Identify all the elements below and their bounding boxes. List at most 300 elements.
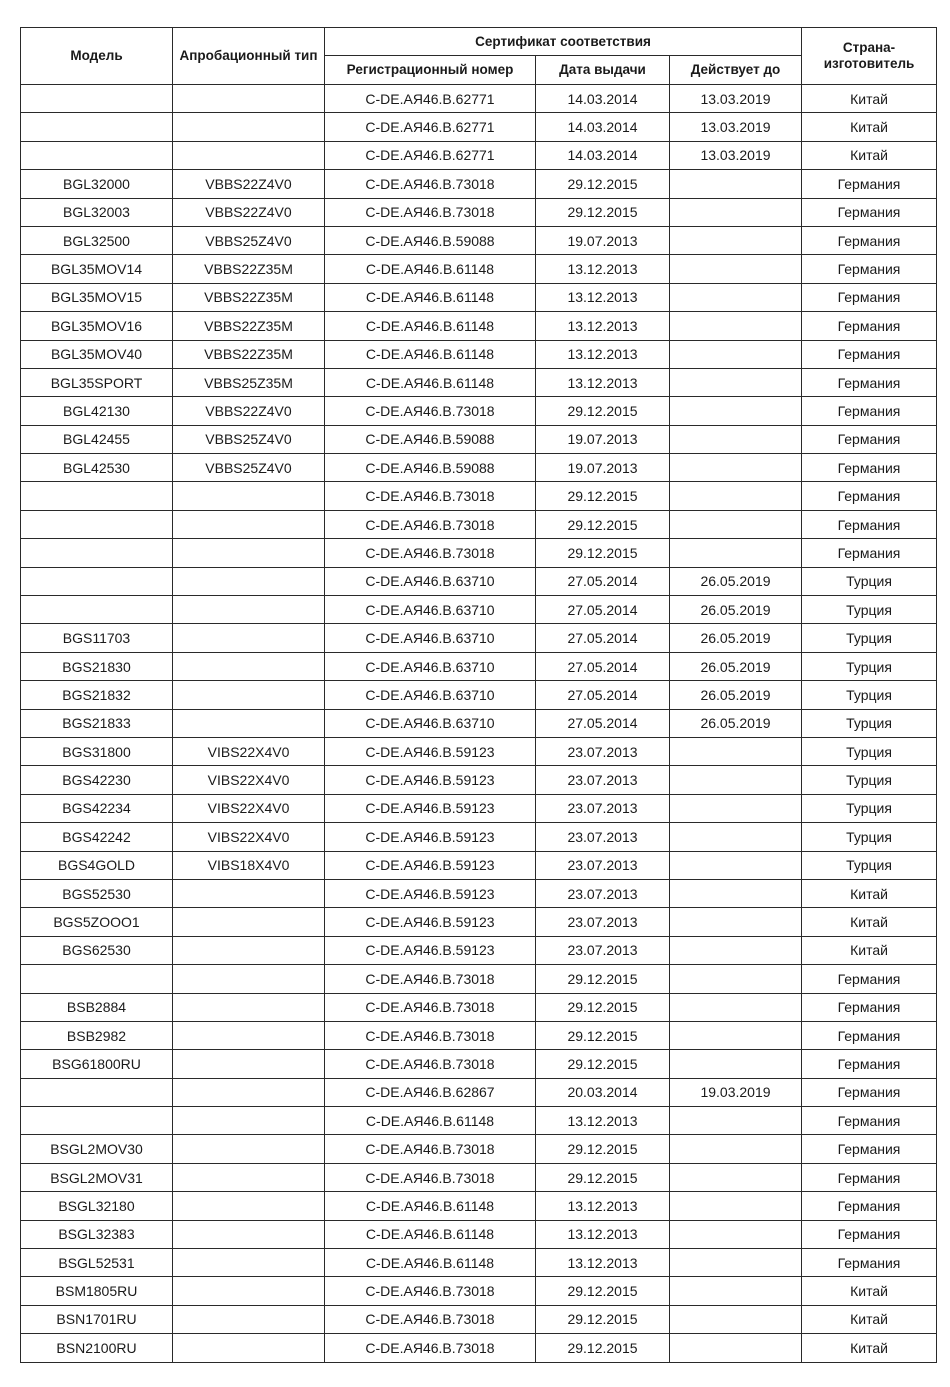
cell-reg-number: C-DE.АЯ46.В.73018 xyxy=(325,965,536,993)
cell-approval-type: VBBS22Z4V0 xyxy=(173,397,325,425)
cell-valid-until xyxy=(670,794,802,822)
cell-reg-number: C-DE.АЯ46.В.62771 xyxy=(325,85,536,113)
cell-reg-number: C-DE.АЯ46.В.62771 xyxy=(325,113,536,141)
table-row xyxy=(21,965,937,993)
cell-issue-date: 19.07.2013 xyxy=(536,454,670,482)
cell-model: BSGL2MOV31 xyxy=(21,1163,173,1191)
cell-model: BGL35MOV15 xyxy=(21,283,173,311)
cell-valid-until xyxy=(670,539,802,567)
cell-model xyxy=(21,113,173,141)
cell-reg-number: C-DE.АЯ46.В.59123 xyxy=(325,908,536,936)
cell-approval-type xyxy=(173,1021,325,1049)
cell-reg-number: C-DE.АЯ46.В.63710 xyxy=(325,681,536,709)
cell-issue-date: 23.07.2013 xyxy=(536,794,670,822)
cell-reg-number: C-DE.АЯ46.В.61148 xyxy=(325,1107,536,1135)
cell-model: BGS42234 xyxy=(21,794,173,822)
cell-country: Германия xyxy=(802,1192,937,1220)
cell-model: BGL35MOV14 xyxy=(21,255,173,283)
cell-issue-date: 29.12.2015 xyxy=(536,510,670,538)
cell-reg-number: C-DE.АЯ46.В.73018 xyxy=(325,993,536,1021)
cell-country: Германия xyxy=(802,965,937,993)
cell-issue-date: 23.07.2013 xyxy=(536,936,670,964)
table-row xyxy=(21,85,937,113)
cell-valid-until xyxy=(670,1163,802,1191)
cell-issue-date: 20.03.2014 xyxy=(536,1078,670,1106)
cell-reg-number: C-DE.АЯ46.В.73018 xyxy=(325,397,536,425)
cell-valid-until: 13.03.2019 xyxy=(670,85,802,113)
cell-approval-type xyxy=(173,85,325,113)
cell-reg-number: C-DE.АЯ46.В.73018 xyxy=(325,1163,536,1191)
cell-valid-until xyxy=(670,255,802,283)
cell-reg-number: C-DE.АЯ46.В.59088 xyxy=(325,425,536,453)
table-row xyxy=(21,766,937,794)
cell-valid-until xyxy=(670,170,802,198)
cell-reg-number: C-DE.АЯ46.В.73018 xyxy=(325,1050,536,1078)
table-row xyxy=(21,1078,937,1106)
cell-valid-until xyxy=(670,1050,802,1078)
cell-model: BSGL32180 xyxy=(21,1192,173,1220)
cell-approval-type xyxy=(173,1078,325,1106)
cell-country: Турция xyxy=(802,624,937,652)
table-row xyxy=(21,340,937,368)
cell-approval-type: VBBS22Z35M xyxy=(173,255,325,283)
cell-model: BGS62530 xyxy=(21,936,173,964)
cell-issue-date: 13.12.2013 xyxy=(536,312,670,340)
cell-model: BSN2100RU xyxy=(21,1334,173,1362)
table-row xyxy=(21,652,937,680)
cell-approval-type: VBBS25Z4V0 xyxy=(173,226,325,254)
cell-model: BSGL2MOV30 xyxy=(21,1135,173,1163)
cell-issue-date: 23.07.2013 xyxy=(536,851,670,879)
cell-model: BGL42130 xyxy=(21,397,173,425)
cell-reg-number: C-DE.АЯ46.В.59123 xyxy=(325,936,536,964)
cell-valid-until xyxy=(670,340,802,368)
cell-issue-date: 29.12.2015 xyxy=(536,397,670,425)
cell-valid-until xyxy=(670,1277,802,1305)
cell-reg-number: C-DE.АЯ46.В.61148 xyxy=(325,340,536,368)
cell-approval-type xyxy=(173,482,325,510)
cell-country: Германия xyxy=(802,510,937,538)
cell-model: BGL42530 xyxy=(21,454,173,482)
cell-approval-type xyxy=(173,681,325,709)
cell-issue-date: 13.12.2013 xyxy=(536,1192,670,1220)
cell-issue-date: 29.12.2015 xyxy=(536,482,670,510)
cell-valid-until xyxy=(670,879,802,907)
header-valid-until: Действует до xyxy=(670,56,802,85)
table-row xyxy=(21,1249,937,1277)
cell-valid-until xyxy=(670,1192,802,1220)
cell-valid-until xyxy=(670,368,802,396)
table-row xyxy=(21,1277,937,1305)
cell-valid-until xyxy=(670,965,802,993)
cell-approval-type xyxy=(173,1135,325,1163)
cell-model: BSM1805RU xyxy=(21,1277,173,1305)
table-row xyxy=(21,1334,937,1362)
cell-reg-number: C-DE.АЯ46.В.59123 xyxy=(325,851,536,879)
cell-reg-number: C-DE.АЯ46.В.61148 xyxy=(325,368,536,396)
cell-model: BGS21832 xyxy=(21,681,173,709)
cell-approval-type xyxy=(173,1334,325,1362)
table-row xyxy=(21,1107,937,1135)
table-row xyxy=(21,425,937,453)
cell-issue-date: 23.07.2013 xyxy=(536,823,670,851)
cell-reg-number: C-DE.АЯ46.В.73018 xyxy=(325,510,536,538)
cell-model: BGL35MOV16 xyxy=(21,312,173,340)
cell-reg-number: C-DE.АЯ46.В.61148 xyxy=(325,1220,536,1248)
cell-approval-type xyxy=(173,936,325,964)
cell-model: BGS42242 xyxy=(21,823,173,851)
cell-reg-number: C-DE.АЯ46.В.61148 xyxy=(325,1249,536,1277)
table-header xyxy=(21,28,937,85)
cell-issue-date: 27.05.2014 xyxy=(536,624,670,652)
cell-issue-date: 13.12.2013 xyxy=(536,340,670,368)
cell-reg-number: C-DE.АЯ46.В.62867 xyxy=(325,1078,536,1106)
cell-approval-type: VIBS18X4V0 xyxy=(173,851,325,879)
cell-reg-number: C-DE.АЯ46.В.61148 xyxy=(325,283,536,311)
cell-approval-type xyxy=(173,1107,325,1135)
cell-country: Германия xyxy=(802,312,937,340)
cell-reg-number: C-DE.АЯ46.В.73018 xyxy=(325,482,536,510)
cell-model: BGL32000 xyxy=(21,170,173,198)
cell-model: BGS52530 xyxy=(21,879,173,907)
cell-model: BGS11703 xyxy=(21,624,173,652)
cell-valid-until xyxy=(670,283,802,311)
table-row xyxy=(21,624,937,652)
cell-model xyxy=(21,85,173,113)
cell-model: BGS31800 xyxy=(21,737,173,765)
cell-country: Германия xyxy=(802,198,937,226)
cell-country: Германия xyxy=(802,170,937,198)
table-row xyxy=(21,936,937,964)
cell-issue-date: 29.12.2015 xyxy=(536,1277,670,1305)
cell-approval-type: VBBS25Z4V0 xyxy=(173,454,325,482)
cell-country: Китай xyxy=(802,141,937,169)
cell-country: Китай xyxy=(802,1334,937,1362)
table-row xyxy=(21,1050,937,1078)
table-row xyxy=(21,1305,937,1333)
cell-model: BGL32003 xyxy=(21,198,173,226)
cell-model: BGS5ZOOO1 xyxy=(21,908,173,936)
cell-model xyxy=(21,1107,173,1135)
cell-model: BSGL32383 xyxy=(21,1220,173,1248)
cell-country: Турция xyxy=(802,567,937,595)
cell-valid-until xyxy=(670,993,802,1021)
cell-issue-date: 13.12.2013 xyxy=(536,1249,670,1277)
cell-model: BGS21830 xyxy=(21,652,173,680)
table-row xyxy=(21,226,937,254)
cell-issue-date: 29.12.2015 xyxy=(536,965,670,993)
cell-approval-type xyxy=(173,1050,325,1078)
cell-country: Германия xyxy=(802,539,937,567)
cell-reg-number: C-DE.АЯ46.В.73018 xyxy=(325,1305,536,1333)
header-model: Модель xyxy=(21,28,173,85)
cell-country: Германия xyxy=(802,482,937,510)
cell-valid-until xyxy=(670,908,802,936)
cell-valid-until: 19.03.2019 xyxy=(670,1078,802,1106)
table-row xyxy=(21,454,937,482)
cell-approval-type: VIBS22X4V0 xyxy=(173,766,325,794)
cell-approval-type xyxy=(173,113,325,141)
cell-approval-type: VIBS22X4V0 xyxy=(173,794,325,822)
cell-issue-date: 29.12.2015 xyxy=(536,1050,670,1078)
header-reg-number: Регистрационный номер xyxy=(325,56,536,85)
cell-reg-number: C-DE.АЯ46.В.61148 xyxy=(325,312,536,340)
cell-issue-date: 23.07.2013 xyxy=(536,766,670,794)
cell-valid-until xyxy=(670,851,802,879)
cell-model: BGL42455 xyxy=(21,425,173,453)
cell-model: BSB2982 xyxy=(21,1021,173,1049)
cell-country: Германия xyxy=(802,283,937,311)
cell-approval-type xyxy=(173,1249,325,1277)
cell-approval-type xyxy=(173,510,325,538)
table-row xyxy=(21,198,937,226)
table-row xyxy=(21,823,937,851)
cell-model xyxy=(21,596,173,624)
cell-reg-number: C-DE.АЯ46.В.73018 xyxy=(325,1334,536,1362)
cell-country: Турция xyxy=(802,652,937,680)
table-row xyxy=(21,1163,937,1191)
table-row xyxy=(21,1192,937,1220)
cell-country: Германия xyxy=(802,1163,937,1191)
cell-issue-date: 23.07.2013 xyxy=(536,879,670,907)
cell-country: Турция xyxy=(802,766,937,794)
cell-reg-number: C-DE.АЯ46.В.73018 xyxy=(325,198,536,226)
cell-reg-number: C-DE.АЯ46.В.59123 xyxy=(325,766,536,794)
cell-issue-date: 27.05.2014 xyxy=(536,709,670,737)
cell-country: Китай xyxy=(802,1277,937,1305)
table-row xyxy=(21,170,937,198)
cell-country: Германия xyxy=(802,255,937,283)
cell-approval-type xyxy=(173,141,325,169)
cell-approval-type xyxy=(173,567,325,595)
cell-country: Китай xyxy=(802,908,937,936)
cell-valid-until xyxy=(670,823,802,851)
cell-approval-type: VBBS25Z35M xyxy=(173,368,325,396)
cell-reg-number: C-DE.АЯ46.В.59088 xyxy=(325,454,536,482)
cell-approval-type xyxy=(173,1163,325,1191)
cell-issue-date: 29.12.2015 xyxy=(536,1305,670,1333)
table-row xyxy=(21,567,937,595)
table-row xyxy=(21,851,937,879)
cell-country: Германия xyxy=(802,1107,937,1135)
cell-issue-date: 14.03.2014 xyxy=(536,113,670,141)
cell-approval-type: VBBS22Z35M xyxy=(173,340,325,368)
cell-approval-type xyxy=(173,879,325,907)
cell-issue-date: 14.03.2014 xyxy=(536,85,670,113)
cell-model xyxy=(21,510,173,538)
cell-approval-type: VIBS22X4V0 xyxy=(173,823,325,851)
cell-country: Германия xyxy=(802,397,937,425)
cell-issue-date: 13.12.2013 xyxy=(536,255,670,283)
cell-model: BGS4GOLD xyxy=(21,851,173,879)
header-country: Страна-изготовитель xyxy=(802,28,937,85)
cell-approval-type xyxy=(173,1305,325,1333)
cell-model: BSB2884 xyxy=(21,993,173,1021)
table-row xyxy=(21,255,937,283)
cell-issue-date: 29.12.2015 xyxy=(536,1334,670,1362)
cell-country: Китай xyxy=(802,936,937,964)
cell-issue-date: 29.12.2015 xyxy=(536,170,670,198)
cell-valid-until xyxy=(670,737,802,765)
cell-valid-until xyxy=(670,766,802,794)
table-row xyxy=(21,141,937,169)
cell-country: Турция xyxy=(802,737,937,765)
cell-issue-date: 13.12.2013 xyxy=(536,1107,670,1135)
table-row xyxy=(21,908,937,936)
cell-country: Германия xyxy=(802,1135,937,1163)
cell-reg-number: C-DE.АЯ46.В.63710 xyxy=(325,709,536,737)
cell-reg-number: C-DE.АЯ46.В.63710 xyxy=(325,624,536,652)
cell-issue-date: 19.07.2013 xyxy=(536,425,670,453)
cell-issue-date: 29.12.2015 xyxy=(536,1163,670,1191)
cell-valid-until xyxy=(670,425,802,453)
cell-valid-until xyxy=(670,226,802,254)
cell-valid-until xyxy=(670,1135,802,1163)
cell-issue-date: 29.12.2015 xyxy=(536,539,670,567)
cell-model xyxy=(21,539,173,567)
cell-country: Германия xyxy=(802,368,937,396)
cell-model: BGL35SPORT xyxy=(21,368,173,396)
cell-valid-until xyxy=(670,397,802,425)
cell-issue-date: 13.12.2013 xyxy=(536,368,670,396)
cell-country: Германия xyxy=(802,993,937,1021)
cell-approval-type xyxy=(173,993,325,1021)
certificate-table xyxy=(20,27,937,1363)
table-row xyxy=(21,539,937,567)
cell-approval-type xyxy=(173,908,325,936)
cell-model: BGL32500 xyxy=(21,226,173,254)
table-row xyxy=(21,397,937,425)
cell-reg-number: C-DE.АЯ46.В.59123 xyxy=(325,823,536,851)
cell-approval-type xyxy=(173,652,325,680)
cell-issue-date: 13.12.2013 xyxy=(536,1220,670,1248)
header-approval-type: Апробационный тип xyxy=(173,28,325,85)
cell-approval-type xyxy=(173,539,325,567)
cell-country: Турция xyxy=(802,681,937,709)
cell-issue-date: 29.12.2015 xyxy=(536,1135,670,1163)
cell-model xyxy=(21,1078,173,1106)
cell-approval-type xyxy=(173,1277,325,1305)
table-row xyxy=(21,879,937,907)
cell-valid-until: 13.03.2019 xyxy=(670,141,802,169)
cell-valid-until xyxy=(670,1334,802,1362)
cell-country: Турция xyxy=(802,596,937,624)
cell-model xyxy=(21,965,173,993)
cell-approval-type: VBBS22Z35M xyxy=(173,283,325,311)
cell-country: Китай xyxy=(802,1305,937,1333)
table-row xyxy=(21,510,937,538)
cell-country: Китай xyxy=(802,113,937,141)
cell-reg-number: C-DE.АЯ46.В.73018 xyxy=(325,539,536,567)
cell-valid-until xyxy=(670,510,802,538)
cell-country: Турция xyxy=(802,823,937,851)
cell-country: Германия xyxy=(802,340,937,368)
cell-reg-number: C-DE.АЯ46.В.59123 xyxy=(325,737,536,765)
cell-model: BGS42230 xyxy=(21,766,173,794)
cell-issue-date: 19.07.2013 xyxy=(536,226,670,254)
cell-country: Германия xyxy=(802,1021,937,1049)
cell-reg-number: C-DE.АЯ46.В.59088 xyxy=(325,226,536,254)
cell-reg-number: C-DE.АЯ46.В.59123 xyxy=(325,794,536,822)
table-row xyxy=(21,283,937,311)
cell-reg-number: C-DE.АЯ46.В.61148 xyxy=(325,255,536,283)
cell-reg-number: C-DE.АЯ46.В.62771 xyxy=(325,141,536,169)
cell-valid-until xyxy=(670,1220,802,1248)
cell-reg-number: C-DE.АЯ46.В.63710 xyxy=(325,596,536,624)
cell-reg-number: C-DE.АЯ46.В.73018 xyxy=(325,1135,536,1163)
cell-valid-until: 26.05.2019 xyxy=(670,652,802,680)
cell-valid-until xyxy=(670,198,802,226)
cell-country: Германия xyxy=(802,226,937,254)
cell-valid-until xyxy=(670,454,802,482)
table-row xyxy=(21,794,937,822)
cell-approval-type xyxy=(173,965,325,993)
table-row xyxy=(21,1220,937,1248)
table-row xyxy=(21,368,937,396)
cell-country: Германия xyxy=(802,1050,937,1078)
cell-model xyxy=(21,567,173,595)
cell-country: Германия xyxy=(802,1220,937,1248)
cell-valid-until: 26.05.2019 xyxy=(670,709,802,737)
cell-reg-number: C-DE.АЯ46.В.61148 xyxy=(325,1192,536,1220)
cell-issue-date: 29.12.2015 xyxy=(536,1021,670,1049)
cell-issue-date: 13.12.2013 xyxy=(536,283,670,311)
cell-issue-date: 27.05.2014 xyxy=(536,681,670,709)
cell-valid-until xyxy=(670,936,802,964)
cell-reg-number: C-DE.АЯ46.В.59123 xyxy=(325,879,536,907)
cell-country: Германия xyxy=(802,425,937,453)
cell-valid-until xyxy=(670,1249,802,1277)
cell-country: Германия xyxy=(802,1249,937,1277)
table-row xyxy=(21,312,937,340)
cell-issue-date: 29.12.2015 xyxy=(536,993,670,1021)
table-row xyxy=(21,113,937,141)
header-issue-date: Дата выдачи xyxy=(536,56,670,85)
table-row xyxy=(21,709,937,737)
cell-approval-type xyxy=(173,709,325,737)
cell-model xyxy=(21,482,173,510)
cell-approval-type: VBBS22Z4V0 xyxy=(173,170,325,198)
table-row xyxy=(21,993,937,1021)
header-certificate: Сертификат соответствия xyxy=(325,28,802,56)
cell-valid-until xyxy=(670,1305,802,1333)
cell-valid-until xyxy=(670,1107,802,1135)
table-row xyxy=(21,737,937,765)
cell-reg-number: C-DE.АЯ46.В.73018 xyxy=(325,1021,536,1049)
cell-approval-type xyxy=(173,1220,325,1248)
cell-valid-until xyxy=(670,312,802,340)
table-row xyxy=(21,482,937,510)
cell-country: Турция xyxy=(802,851,937,879)
cell-issue-date: 27.05.2014 xyxy=(536,652,670,680)
cell-model: BSN1701RU xyxy=(21,1305,173,1333)
cell-approval-type xyxy=(173,624,325,652)
cell-reg-number: C-DE.АЯ46.В.73018 xyxy=(325,170,536,198)
cell-model xyxy=(21,141,173,169)
cell-approval-type: VIBS22X4V0 xyxy=(173,737,325,765)
cell-issue-date: 23.07.2013 xyxy=(536,737,670,765)
cell-valid-until: 26.05.2019 xyxy=(670,624,802,652)
cell-valid-until: 13.03.2019 xyxy=(670,113,802,141)
table-row xyxy=(21,596,937,624)
cell-valid-until xyxy=(670,1021,802,1049)
cell-approval-type: VBBS22Z35M xyxy=(173,312,325,340)
cell-issue-date: 23.07.2013 xyxy=(536,908,670,936)
cell-reg-number: C-DE.АЯ46.В.63710 xyxy=(325,567,536,595)
cell-valid-until xyxy=(670,482,802,510)
cell-country: Китай xyxy=(802,879,937,907)
cell-approval-type xyxy=(173,596,325,624)
